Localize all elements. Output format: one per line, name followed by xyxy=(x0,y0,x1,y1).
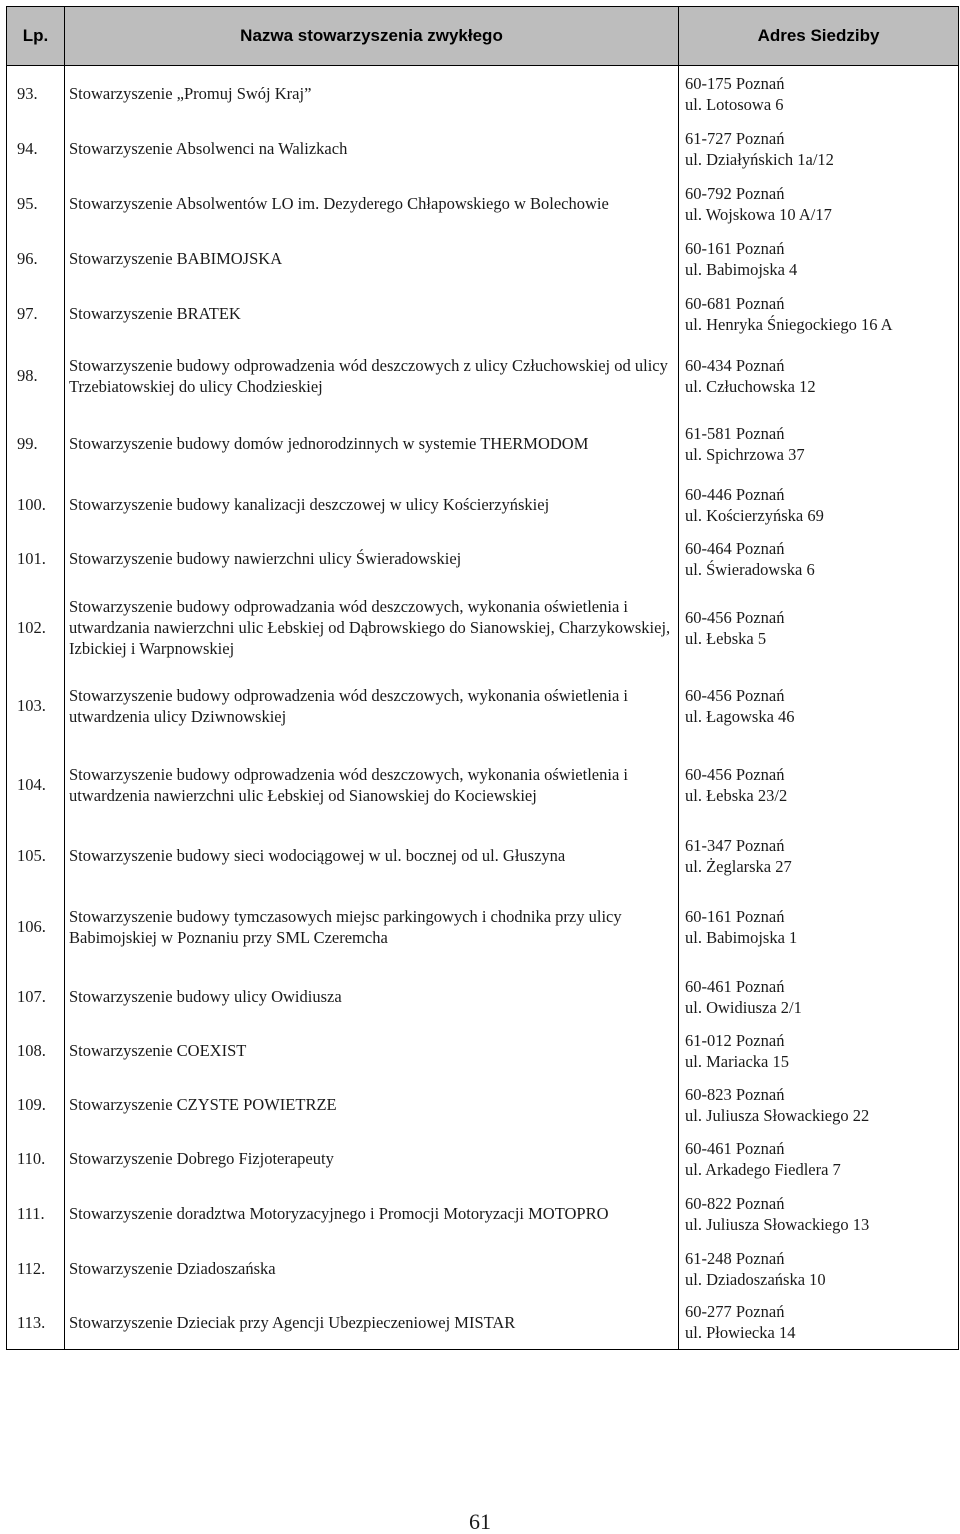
postal-city: 60-461 Poznań xyxy=(685,976,785,996)
table-row xyxy=(7,828,959,884)
row-number: 93. xyxy=(7,66,65,122)
association-name: Stowarzyszenie budowy odprowadzania wód deszczowych, wykonania oświetlenia i utwardzania nawierzchni ulic Łebskiej od Dąbrowskiego do Sianowskiej, Charzykowskiej, Izbickiej i Warpnowskiej xyxy=(65,586,679,670)
postal-city: 61-248 Poznań xyxy=(685,1248,785,1268)
association-address xyxy=(679,532,959,586)
street-address: ul. Świeradowska 6 xyxy=(685,559,815,579)
table-row xyxy=(7,1078,959,1132)
association-name: Stowarzyszenie CZYSTE POWIETRZE xyxy=(65,1078,679,1132)
table-row xyxy=(7,66,959,122)
street-address: ul. Dziadoszańska 10 xyxy=(685,1269,826,1289)
street-address: ul. Lotosowa 6 xyxy=(685,94,784,114)
association-address xyxy=(679,742,959,828)
header-name: Nazwa stowarzyszenia zwykłego xyxy=(65,7,679,66)
street-address: ul. Babimojska 4 xyxy=(685,259,798,279)
row-number: 99. xyxy=(7,410,65,478)
street-address: ul. Człuchowska 12 xyxy=(685,376,816,396)
street-address: ul. Żeglarska 27 xyxy=(685,856,792,876)
table-row xyxy=(7,478,959,532)
association-name: Stowarzyszenie „Promuj Swój Kraj” xyxy=(65,66,679,122)
association-name: Stowarzyszenie COEXIST xyxy=(65,1024,679,1078)
table-row xyxy=(7,532,959,586)
association-address xyxy=(679,478,959,532)
row-number: 98. xyxy=(7,342,65,410)
street-address: ul. Łebska 23/2 xyxy=(685,785,788,805)
row-number: 104. xyxy=(7,742,65,828)
row-number: 97. xyxy=(7,286,65,342)
association-name: Stowarzyszenie budowy odprowadzenia wód deszczowych, wykonania oświetlenia i utwardzenia nawierzchni ulic Łebskiej od Sianowskiej do Kociewskiej xyxy=(65,742,679,828)
row-number: 113. xyxy=(7,1296,65,1350)
association-name: Stowarzyszenie budowy sieci wodociągowej w ul. bocznej od ul. Głuszyna xyxy=(65,828,679,884)
street-address: ul. Owidiusza 2/1 xyxy=(685,997,802,1017)
postal-city: 60-161 Poznań xyxy=(685,906,785,926)
street-address: ul. Juliusza Słowackiego 22 xyxy=(685,1105,870,1125)
row-number: 108. xyxy=(7,1024,65,1078)
association-address xyxy=(679,66,959,122)
postal-city: 60-175 Poznań xyxy=(685,73,785,93)
street-address: ul. Henryka Śniegockiego 16 A xyxy=(685,314,893,334)
table-row xyxy=(7,410,959,478)
table-row xyxy=(7,970,959,1024)
association-address xyxy=(679,176,959,232)
association-name: Stowarzyszenie BABIMOJSKA xyxy=(65,232,679,286)
table-row xyxy=(7,122,959,176)
association-address xyxy=(679,1024,959,1078)
postal-city: 60-456 Poznań xyxy=(685,685,785,705)
table-row xyxy=(7,1024,959,1078)
postal-city: 60-464 Poznań xyxy=(685,538,785,558)
association-address xyxy=(679,1242,959,1296)
row-number: 112. xyxy=(7,1242,65,1296)
association-name: Stowarzyszenie budowy odprowadzenia wód deszczowych, wykonania oświetlenia i utwardzenia ulicy Dziwnowskiej xyxy=(65,670,679,742)
row-number: 94. xyxy=(7,122,65,176)
row-number: 101. xyxy=(7,532,65,586)
association-address xyxy=(679,1186,959,1242)
row-number: 107. xyxy=(7,970,65,1024)
street-address: ul. Wojskowa 10 A/17 xyxy=(685,204,832,224)
postal-city: 60-823 Poznań xyxy=(685,1084,785,1104)
table-row xyxy=(7,1242,959,1296)
postal-city: 60-434 Poznań xyxy=(685,355,785,375)
table-header-row xyxy=(7,7,959,66)
row-number: 110. xyxy=(7,1132,65,1186)
association-address xyxy=(679,1296,959,1350)
street-address: ul. Płowiecka 14 xyxy=(685,1323,796,1343)
postal-city: 60-461 Poznań xyxy=(685,1138,785,1158)
association-address xyxy=(679,286,959,342)
postal-city: 61-012 Poznań xyxy=(685,1030,785,1050)
table-row xyxy=(7,586,959,670)
header-address: Adres Siedziby xyxy=(679,7,959,66)
street-address: ul. Arkadego Fiedlera 7 xyxy=(685,1159,841,1179)
association-address xyxy=(679,1078,959,1132)
header-lp: Lp. xyxy=(7,7,65,66)
street-address: ul. Łagowska 46 xyxy=(685,706,795,726)
street-address: ul. Spichrzowa 37 xyxy=(685,444,805,464)
association-name: Stowarzyszenie budowy odprowadzenia wód deszczowych z ulicy Człuchowskiej od ulicy Trzebiatowskiej do ulicy Chodzieskiej xyxy=(65,342,679,410)
association-address xyxy=(679,1132,959,1186)
table-row xyxy=(7,1186,959,1242)
row-number: 102. xyxy=(7,586,65,670)
row-number: 103. xyxy=(7,670,65,742)
associations-table xyxy=(6,6,959,1350)
association-address xyxy=(679,232,959,286)
postal-city: 61-727 Poznań xyxy=(685,128,785,148)
postal-city: 61-581 Poznań xyxy=(685,423,785,443)
association-address xyxy=(679,884,959,970)
association-address xyxy=(679,122,959,176)
postal-city: 60-456 Poznań xyxy=(685,764,785,784)
association-name: Stowarzyszenie budowy ulicy Owidiusza xyxy=(65,970,679,1024)
association-name: Stowarzyszenie budowy domów jednorodzinnych w systemie THERMODOM xyxy=(65,410,679,478)
association-name: Stowarzyszenie BRATEK xyxy=(65,286,679,342)
page-number: 61 xyxy=(469,1509,491,1534)
table-row xyxy=(7,884,959,970)
table-row xyxy=(7,1296,959,1350)
table-row xyxy=(7,342,959,410)
postal-city: 60-822 Poznań xyxy=(685,1193,785,1213)
postal-city: 60-161 Poznań xyxy=(685,238,785,258)
association-name: Stowarzyszenie budowy kanalizacji deszczowej w ulicy Kościerzyńskiej xyxy=(65,478,679,532)
row-number: 111. xyxy=(7,1186,65,1242)
association-name: Stowarzyszenie budowy nawierzchni ulicy Świeradowskiej xyxy=(65,532,679,586)
street-address: ul. Juliusza Słowackiego 13 xyxy=(685,1214,870,1234)
row-number: 106. xyxy=(7,884,65,970)
postal-city: 61-347 Poznań xyxy=(685,835,785,855)
table-row xyxy=(7,286,959,342)
postal-city: 60-681 Poznań xyxy=(685,293,785,313)
postal-city: 60-446 Poznań xyxy=(685,484,785,504)
row-number: 95. xyxy=(7,176,65,232)
association-address xyxy=(679,828,959,884)
postal-city: 60-277 Poznań xyxy=(685,1302,785,1322)
association-address xyxy=(679,586,959,670)
association-name: Stowarzyszenie Dobrego Fizjoterapeuty xyxy=(65,1132,679,1186)
association-name: Stowarzyszenie Absolwentów LO im. Dezyderego Chłapowskiego w Bolechowie xyxy=(65,176,679,232)
table-row xyxy=(7,176,959,232)
association-name: Stowarzyszenie Dziadoszańska xyxy=(65,1242,679,1296)
street-address: ul. Łebska 5 xyxy=(685,628,767,648)
postal-city: 60-792 Poznań xyxy=(685,183,785,203)
postal-city: 60-456 Poznań xyxy=(685,607,785,627)
association-name: Stowarzyszenie Dzieciak przy Agencji Ubezpieczeniowej MISTAR xyxy=(65,1296,679,1350)
table-row xyxy=(7,1132,959,1186)
association-address xyxy=(679,970,959,1024)
row-number: 100. xyxy=(7,478,65,532)
street-address: ul. Mariacka 15 xyxy=(685,1051,790,1071)
table-row xyxy=(7,742,959,828)
association-address xyxy=(679,670,959,742)
street-address: ul. Babimojska 1 xyxy=(685,927,798,947)
table-row xyxy=(7,232,959,286)
table-row xyxy=(7,670,959,742)
association-address xyxy=(679,410,959,478)
row-number: 105. xyxy=(7,828,65,884)
association-name: Stowarzyszenie doradztwa Motoryzacyjnego i Promocji Motoryzacji MOTOPRO xyxy=(65,1186,679,1242)
street-address: ul. Działyńskich 1a/12 xyxy=(685,149,834,169)
street-address: ul. Kościerzyńska 69 xyxy=(685,505,824,525)
association-address xyxy=(679,342,959,410)
association-name: Stowarzyszenie budowy tymczasowych miejsc parkingowych i chodnika przy ulicy Babimojskiej w Poznaniu przy SML Czeremcha xyxy=(65,884,679,970)
row-number: 96. xyxy=(7,232,65,286)
association-name: Stowarzyszenie Absolwenci na Walizkach xyxy=(65,122,679,176)
row-number: 109. xyxy=(7,1078,65,1132)
